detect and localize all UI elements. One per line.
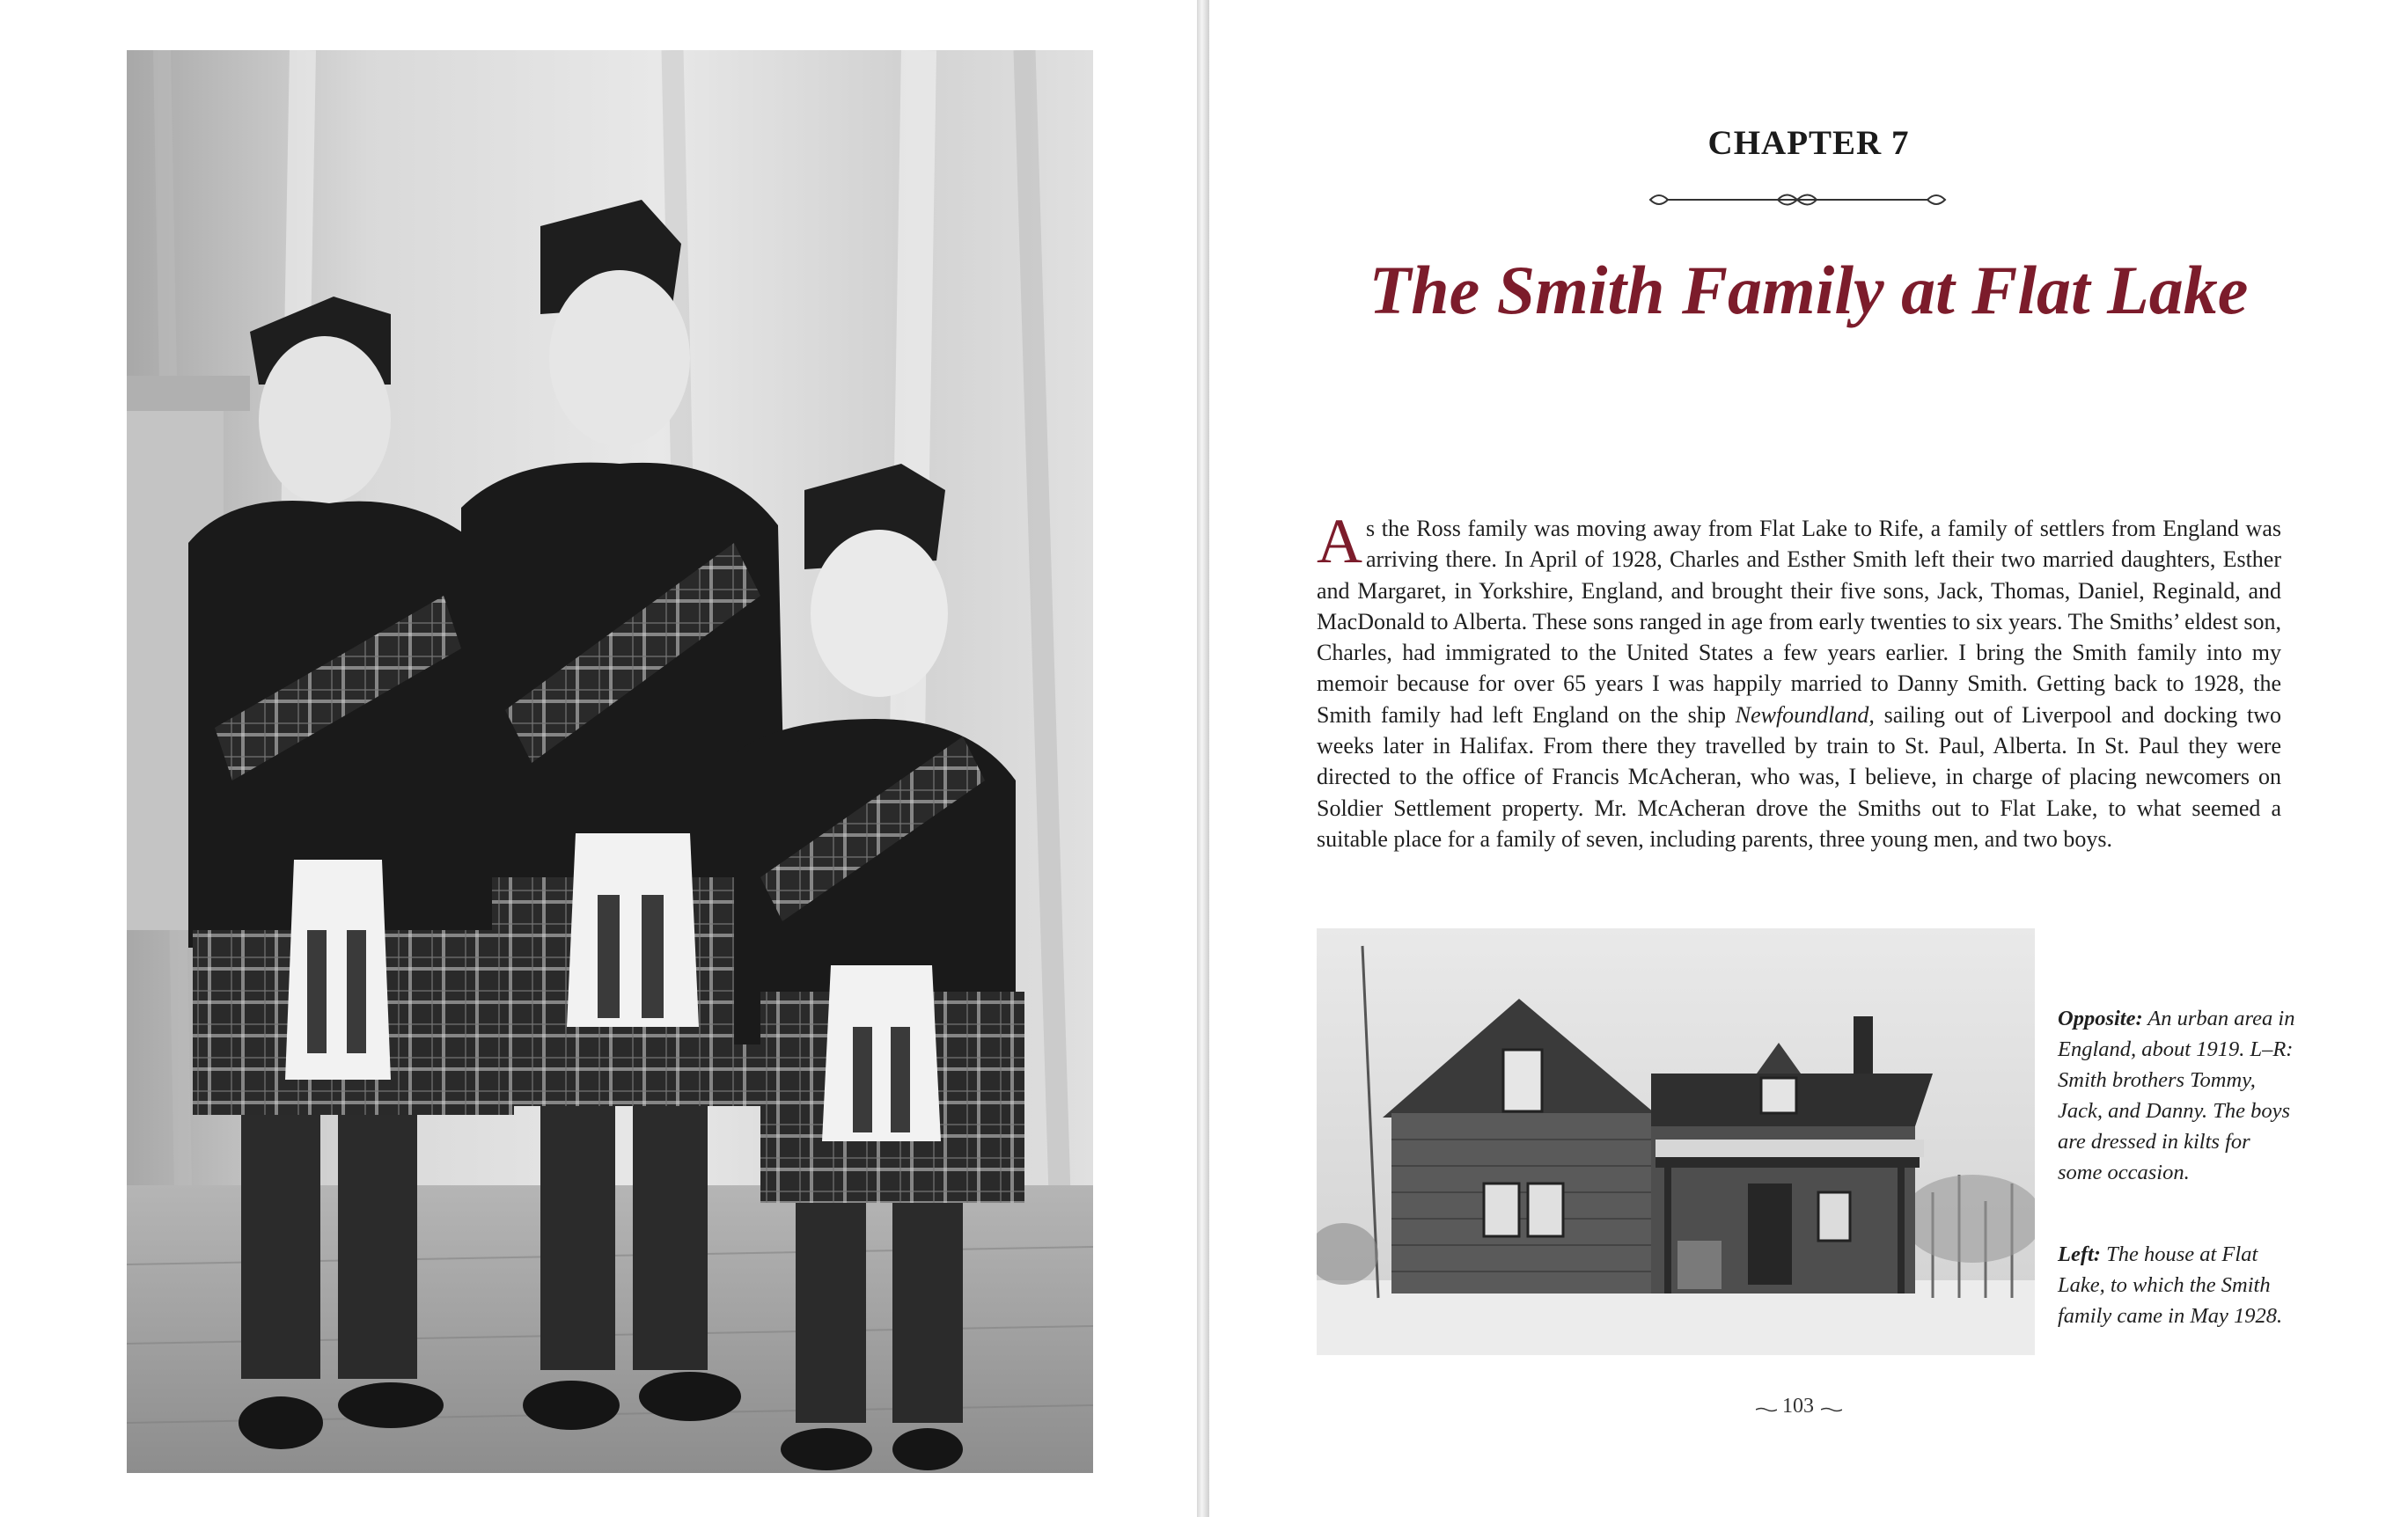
folio-ornament-left-icon [1756, 1407, 1777, 1412]
caption-opposite [2058, 1003, 2295, 1188]
photo-house-graphic [1317, 928, 2035, 1355]
drop-cap: A [1317, 506, 1362, 576]
book-gutter [1197, 0, 1209, 1517]
page-number-value: 103 [1782, 1395, 1814, 1418]
caption-opposite-label: Opposite: [2058, 1007, 2143, 1030]
body-paragraph [1317, 506, 2282, 854]
chapter-label: CHAPTER 7 [1707, 124, 1910, 162]
caption-left-text: The house at Flat Lake, to which the Smith family came in May 1928. [2058, 1242, 2283, 1328]
photo-smith-brothers-graphic [127, 50, 1093, 1473]
body-text-part-1: s the Ross family was moving away from Flat Lake to Rife, a family of settlers from England was arriving there. In April of 1928, Charles and Esther Smith left their two married daughters, Esther and Margaret, in Yorkshire, England, and brought their five sons, Jack, Thomas, Daniel, Reginald, and MacDonald to Alberta. These sons ranged in age from early twenties to six years. The Smiths’ eldest son, Charles, had immigrated to the United States a few years earlier. I bring the Smith family into my memoir because for over 65 years I was happily married to Danny Smith. Getting back to 1928, the Smith family had left England on the ship [1317, 516, 2281, 728]
photo-smith-brothers-in-kilts [127, 50, 1093, 1473]
ship-name: Newfoundland, [1735, 701, 1875, 728]
body-text-part-2: sailing out of Liverpool and docking two weeks later in Halifax. From there they travelled by train to St. Paul, Alberta. In St. Paul they were directed to the office of Francis McAcheran, who was, I believe, in charge of placing newcomers on Soldier Settlement property. Mr. McAcheran drove the Smiths out to Flat Lake, to what seemed a suitable place for a family of seven, including parents, three young men, and two boys. [1317, 701, 2282, 852]
photo-flat-lake-house [1317, 928, 2035, 1355]
folio-ornament-right-icon [1821, 1407, 1842, 1412]
caption-left-label: Left: [2058, 1242, 2101, 1266]
caption-left [2058, 1239, 2295, 1331]
caption-opposite-text: An urban area in England, about 1919. L–R: Smith brothers Tommy, Jack, and Danny. The boys are dressed in kilts for some occasion. [2058, 1007, 2295, 1184]
flourish-divider-icon [1646, 187, 1949, 213]
page-number [1756, 1395, 1844, 1423]
chapter-title: The Smith Family at Flat Lake [1369, 252, 2249, 328]
